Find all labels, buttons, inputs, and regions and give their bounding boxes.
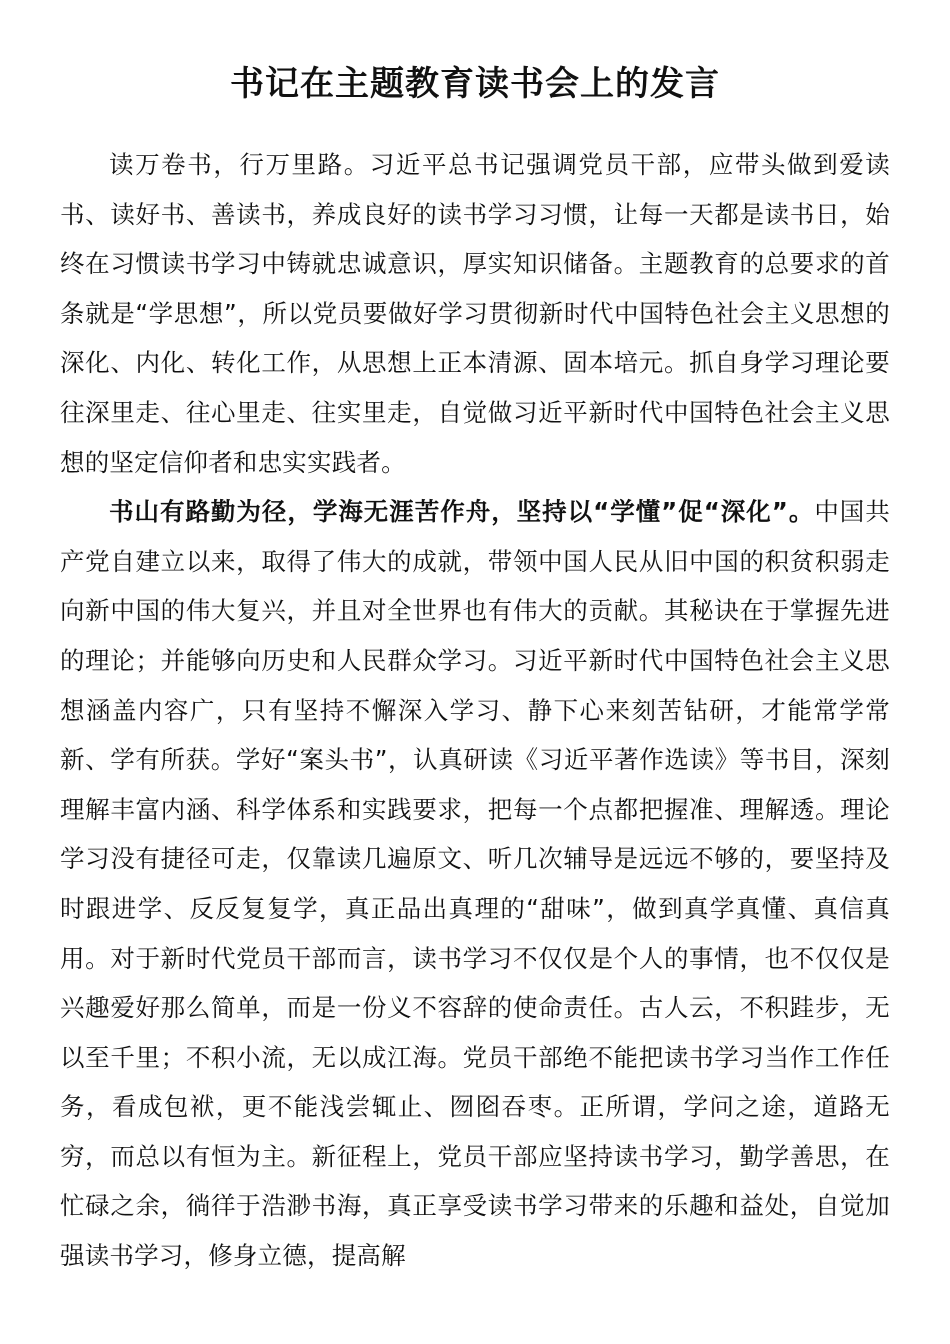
paragraph-lead-sentence: 书山有路勤为径，学海无涯苦作舟，坚持以“学懂”促“深化”。 [109, 497, 815, 527]
document-body [60, 140, 890, 1281]
paragraph-2 [60, 487, 890, 1281]
paragraph-1 [60, 140, 890, 487]
paragraph-text: 读万卷书，行万里路。习近平总书记强调党员干部，应带头做到爱读书、读好书、善读书，养成良好的读书学习习惯，让每一天都是读书日，始终在习惯读书学习中铸就忠诚意识，厚实知识储备。主题教育的总要求的首条就是“学思想”，所以党员要做好学习贯彻新时代中国特色社会主义思想的深化、内化、转化工作，从思想上正本清源、固本培元。抓自身学习理论要往深里走、往心里走、往实里走，自觉做习近平新时代中国特色社会主义思想的坚定信仰者和忠实实践者。 [60, 150, 890, 477]
paragraph-text: 中国共产党自建立以来，取得了伟大的成就，带领中国人民从旧中国的积贫积弱走向新中国的伟大复兴，并且对全世界也有伟大的贡献。其秘诀在于掌握先进的理论；并能够向历史和人民群众学习。习近平新时代中国特色社会主义思想涵盖内容广，只有坚持不懈深入学习、静下心来刻苦钻研，才能常学常新、学有所获。学好“案头书”，认真研读《习近平著作选读》等书目，深刻理解丰富内涵、科学体系和实践要求，把每一个点都把握准、理解透。理论学习没有捷径可走，仅靠读几遍原文、听几次辅导是远远不够的，要坚持及时跟进学、反反复复学，真正品出真理的“甜味”，做到真学真懂、真信真用。对于新时代党员干部而言，读书学习不仅仅是个人的事情，也不仅仅是兴趣爱好那么简单，而是一份义不容辞的使命责任。古人云，不积跬步，无以至千里；不积小流，无以成江海。党员干部绝不能把读书学习当作工作任务，看成包袱，更不能浅尝辄止、囫囵吞枣。正所谓，学问之途，道路无穷，而总以有恒为主。新征程上，党员干部应坚持读书学习，勤学善思，在忙碌之余，徜徉于浩渺书海，真正享受读书学习带来的乐趣和益处，自觉加强读书学习，修身立德，提高解 [60, 497, 890, 1271]
document-title: 书记在主题教育读书会上的发言 [230, 64, 720, 104]
